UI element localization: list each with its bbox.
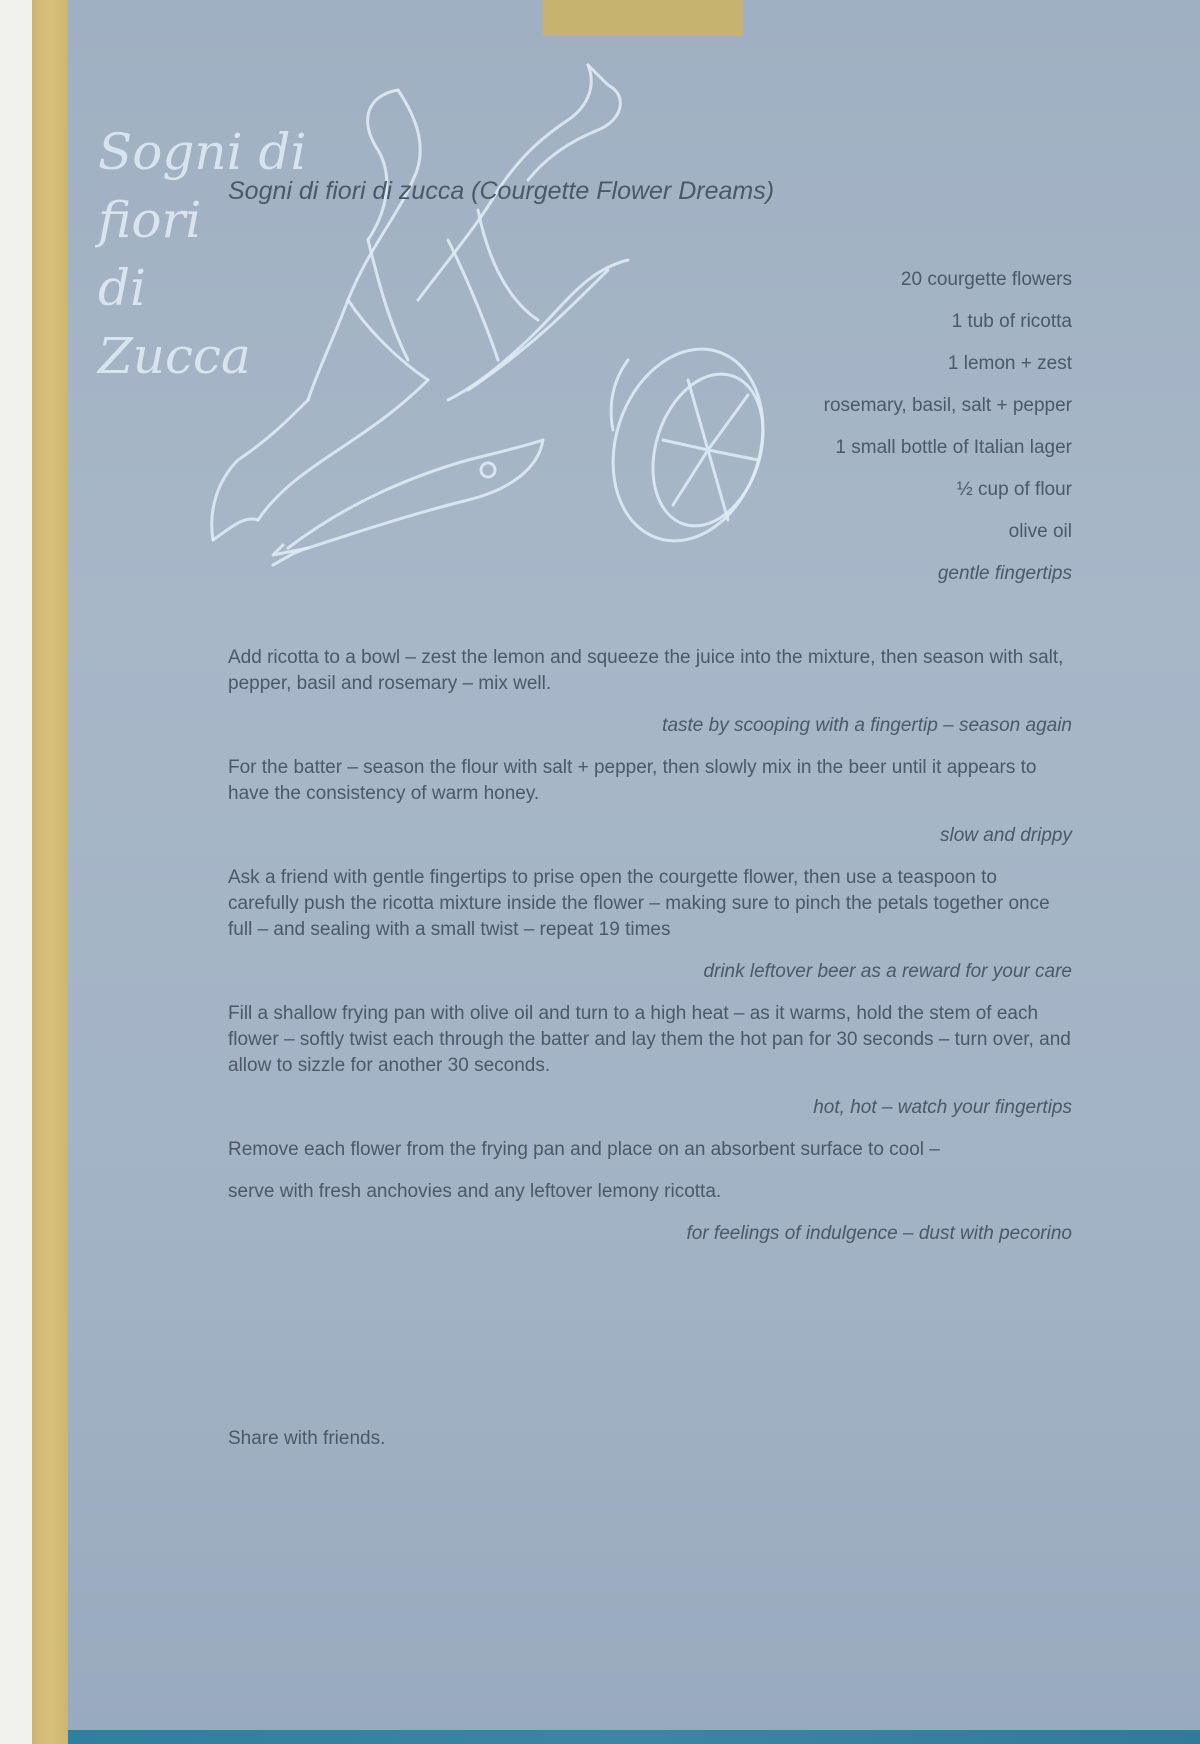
handwritten-title-line: Zucca xyxy=(98,327,251,385)
handwritten-title-line: fiori xyxy=(98,191,202,249)
bottom-band xyxy=(68,1730,1200,1744)
closing-line: Share with friends. xyxy=(228,1428,386,1449)
ingredient-item: 1 small bottle of Italian lager xyxy=(835,437,1072,458)
recipe-sheet xyxy=(68,0,1200,1744)
handwritten-title xyxy=(98,118,307,390)
ingredient-item: ½ cup of flour xyxy=(956,479,1072,500)
ingredient-item: 1 lemon + zest xyxy=(947,353,1072,374)
ingredient-item: rosemary, basil, salt + pepper xyxy=(823,395,1072,416)
method-aside-note: drink leftover beer as a reward for your care xyxy=(703,961,1072,982)
method-aside-note: hot, hot – watch your fingertips xyxy=(813,1097,1072,1118)
ingredient-item: 20 courgette flowers xyxy=(900,269,1072,290)
method-step: Remove each flower from the frying pan and place on an absorbent surface to cool – xyxy=(228,1139,940,1160)
method-step: For the batter – season the flour with salt + pepper, then slowly mix in the beer until it appears to have the consistency of warm honey. xyxy=(228,757,1037,804)
handwritten-title-line: di xyxy=(98,259,146,317)
recipe-title: Sogni di fiori di zucca (Courgette Flower Dreams) xyxy=(228,177,775,205)
method-steps xyxy=(228,645,1072,1263)
ingredients-note: gentle fingertips xyxy=(937,563,1072,584)
method-step: Add ricotta to a bowl – zest the lemon and squeeze the juice into the mixture, then season with salt, pepper, basil and rosemary – mix well. xyxy=(228,647,1064,694)
method-step: Fill a shallow frying pan with olive oil and turn to a high heat – as it warms, hold the stem of each flower – softly twist each through the batter and lay them the hot pan for 30 seconds – turn over, and allow to sizzle for another 30 seconds. xyxy=(228,1003,1071,1076)
method-step: serve with fresh anchovies and any leftover lemony ricotta. xyxy=(228,1181,722,1202)
method-aside-note: slow and drippy xyxy=(939,825,1072,846)
ingredient-item: olive oil xyxy=(1008,521,1072,542)
method-step: Ask a friend with gentle fingertips to prise open the courgette flower, then use a teaspoon to carefully push the ricotta mixture inside the flower – making sure to pinch the petals together once full – and sealing with a small twist – repeat 19 times xyxy=(228,867,1050,940)
ingredient-item: 1 tub of ricotta xyxy=(951,311,1072,332)
ingredients-list xyxy=(824,267,1072,603)
method-aside-note: for feelings of indulgence – dust with pecorino xyxy=(686,1223,1072,1244)
method-aside-note: taste by scooping with a fingertip – season again xyxy=(662,715,1072,736)
handwritten-title-line: Sogni di xyxy=(98,123,307,181)
